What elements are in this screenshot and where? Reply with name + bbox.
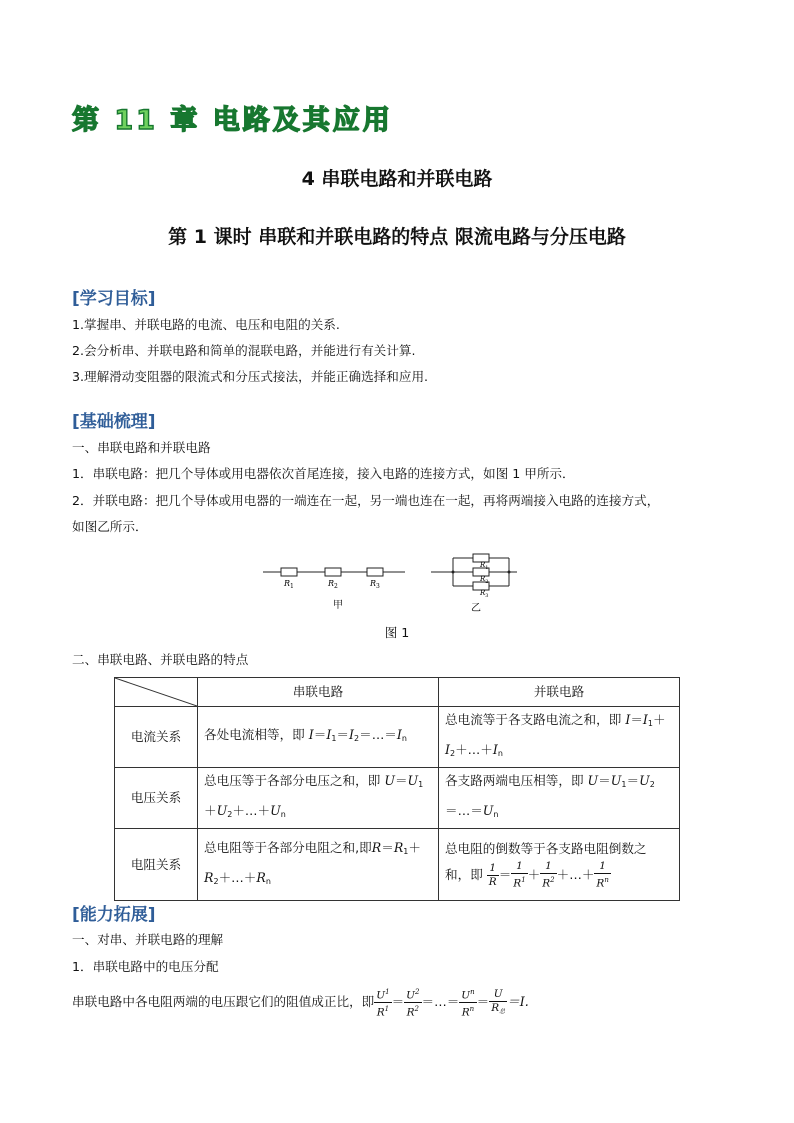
basics-subheading-1: 一、串联电路和并联电路 bbox=[72, 440, 211, 455]
row-label-current: 电流关系 bbox=[115, 707, 198, 768]
parallel-r2-letter: R bbox=[480, 575, 486, 583]
svg-text:R1 bbox=[283, 579, 294, 590]
fraction-1-over-rn: $\frac{1}{R^n}$ bbox=[596, 860, 609, 890]
resistance-series-cell: 总电阻等于各部分电阻之和,即$R=R_1+R_2+\dots+R_n$ bbox=[198, 829, 439, 901]
figure-1-circuits bbox=[255, 548, 535, 616]
section-title: 4 串联电路和并联电路 bbox=[301, 168, 493, 190]
fraction-1-over-r: $\frac{1}{R}$ bbox=[488, 862, 497, 888]
objective-item-1: 1.掌握串、并联电路的电流、电压和电阻的关系. bbox=[72, 317, 340, 332]
series-r1-letter: R bbox=[284, 579, 291, 588]
svg-text:R2 bbox=[327, 579, 338, 590]
series-label: 甲 bbox=[333, 600, 343, 611]
table-row bbox=[115, 829, 680, 901]
objective-item-2: 2.会分析串、并联电路和简单的混联电路，并能进行有关计算. bbox=[72, 343, 416, 358]
diagonal-line bbox=[115, 678, 197, 706]
fraction-un-over-rn: $\frac{U^n}{R^n}$ bbox=[461, 987, 475, 1019]
parallel-r1-sub: 1 bbox=[485, 565, 489, 571]
objective-item-3: 3.理解滑动变阻器的限流式和分压式接法，并能正确选择和应用. bbox=[72, 369, 429, 384]
series-r1-sub: 1 bbox=[290, 583, 294, 590]
series-r2-sub: 2 bbox=[334, 583, 338, 590]
chapter-title: 第 11 章 电路及其应用 bbox=[72, 105, 393, 136]
parallel-definition-line2: 如图乙所示． bbox=[72, 519, 148, 534]
table-row bbox=[115, 707, 680, 768]
series-r2-letter: R bbox=[328, 579, 335, 588]
header-series: 串联电路 bbox=[198, 678, 439, 707]
series-r3-sub: 3 bbox=[376, 583, 380, 590]
fraction-u-over-rtotal: $\frac{U}{R_总}$ bbox=[491, 987, 506, 1015]
voltage-distribution-formula: 串联电路中各电阻两端的电压跟它们的阻值成正比，即 $\frac{U^1}{R^1}$ ＝ $\frac{U^2}{R^2}$ ＝…＝ $\frac{U^n}{R^n}$ ＝ $\frac{U}{R_总}$ ＝I. bbox=[72, 987, 529, 1019]
parallel-circuit bbox=[431, 554, 517, 590]
series-r3-letter: R bbox=[370, 579, 377, 588]
parallel-definition-line1: 2．并联电路：把几个导体或用电器的一端连在一起，另一端也连在一起，再将两端接入电路的连接方式， bbox=[72, 493, 660, 508]
extension-heading: [能力拓展] bbox=[72, 905, 156, 925]
lesson-title: 第 1 课时 串联和并联电路的特点 限流电路与分压电路 bbox=[168, 226, 626, 248]
fraction-u2-over-r2: $\frac{U^2}{R^2}$ bbox=[406, 987, 420, 1019]
row-label-voltage: 电压关系 bbox=[115, 768, 198, 829]
resistance-parallel-cell: 总电阻的倒数等于各支路电阻倒数之 和，即 $\frac{1}{R}$ ＝ $\frac{1}{R^1}$ ＋ $\frac{1}{R^2}$ ＋…＋ $\frac{1}{R^n}$ bbox=[439, 829, 680, 901]
voltage-parallel-cell: 各支路两端电压相等，即 $U=U_1=U_2=\dots=U_n$ bbox=[439, 768, 680, 829]
parallel-r1-letter: R bbox=[480, 561, 486, 569]
extension-subheading-1: 一、对串、并联电路的理解 bbox=[72, 932, 224, 947]
parallel-r3-sub: 3 bbox=[485, 593, 489, 599]
figure-caption: 图 1 bbox=[384, 625, 410, 640]
fraction-1-over-r2: $\frac{1}{R^2}$ bbox=[542, 860, 555, 890]
objectives-heading: [学习目标] bbox=[72, 289, 156, 309]
row-label-resistance: 电阻关系 bbox=[115, 829, 198, 901]
basics-heading: [基础梳理] bbox=[72, 412, 156, 432]
table-row bbox=[115, 768, 680, 829]
table-corner-cell bbox=[115, 678, 198, 707]
basics-subheading-2: 二、串联电路、并联电路的特点 bbox=[72, 652, 249, 667]
series-circuit bbox=[263, 568, 405, 576]
series-definition: 1．串联电路：把几个导体或用电器依次首尾连接，接入电路的连接方式，如图 1 甲所示． bbox=[72, 466, 575, 481]
parallel-r3-letter: R bbox=[480, 589, 486, 597]
current-parallel-cell: 总电流等于各支路电流之和，即 $I=I_1+I_2+\dots+I_n$ bbox=[439, 707, 680, 768]
fraction-1-over-r1: $\frac{1}{R^1}$ bbox=[513, 860, 526, 890]
voltage-series-cell: 总电压等于各部分电压之和，即 $U=U_1+U_2+\dots+U_n$ bbox=[198, 768, 439, 829]
fraction-u1-over-r1: $\frac{U^1}{R^1}$ bbox=[376, 987, 390, 1019]
header-parallel: 并联电路 bbox=[439, 678, 680, 707]
parallel-label: 乙 bbox=[471, 603, 481, 614]
table-header-row bbox=[115, 678, 680, 707]
parallel-r2-sub: 2 bbox=[485, 579, 489, 585]
svg-text:R3 bbox=[369, 579, 380, 590]
current-series-cell: 各处电流相等，即 $I=I_1=I_2=\dots=I_n$ bbox=[198, 707, 439, 768]
extension-point-1: 1．串联电路中的电压分配 bbox=[72, 959, 219, 974]
characteristics-table bbox=[114, 677, 680, 901]
